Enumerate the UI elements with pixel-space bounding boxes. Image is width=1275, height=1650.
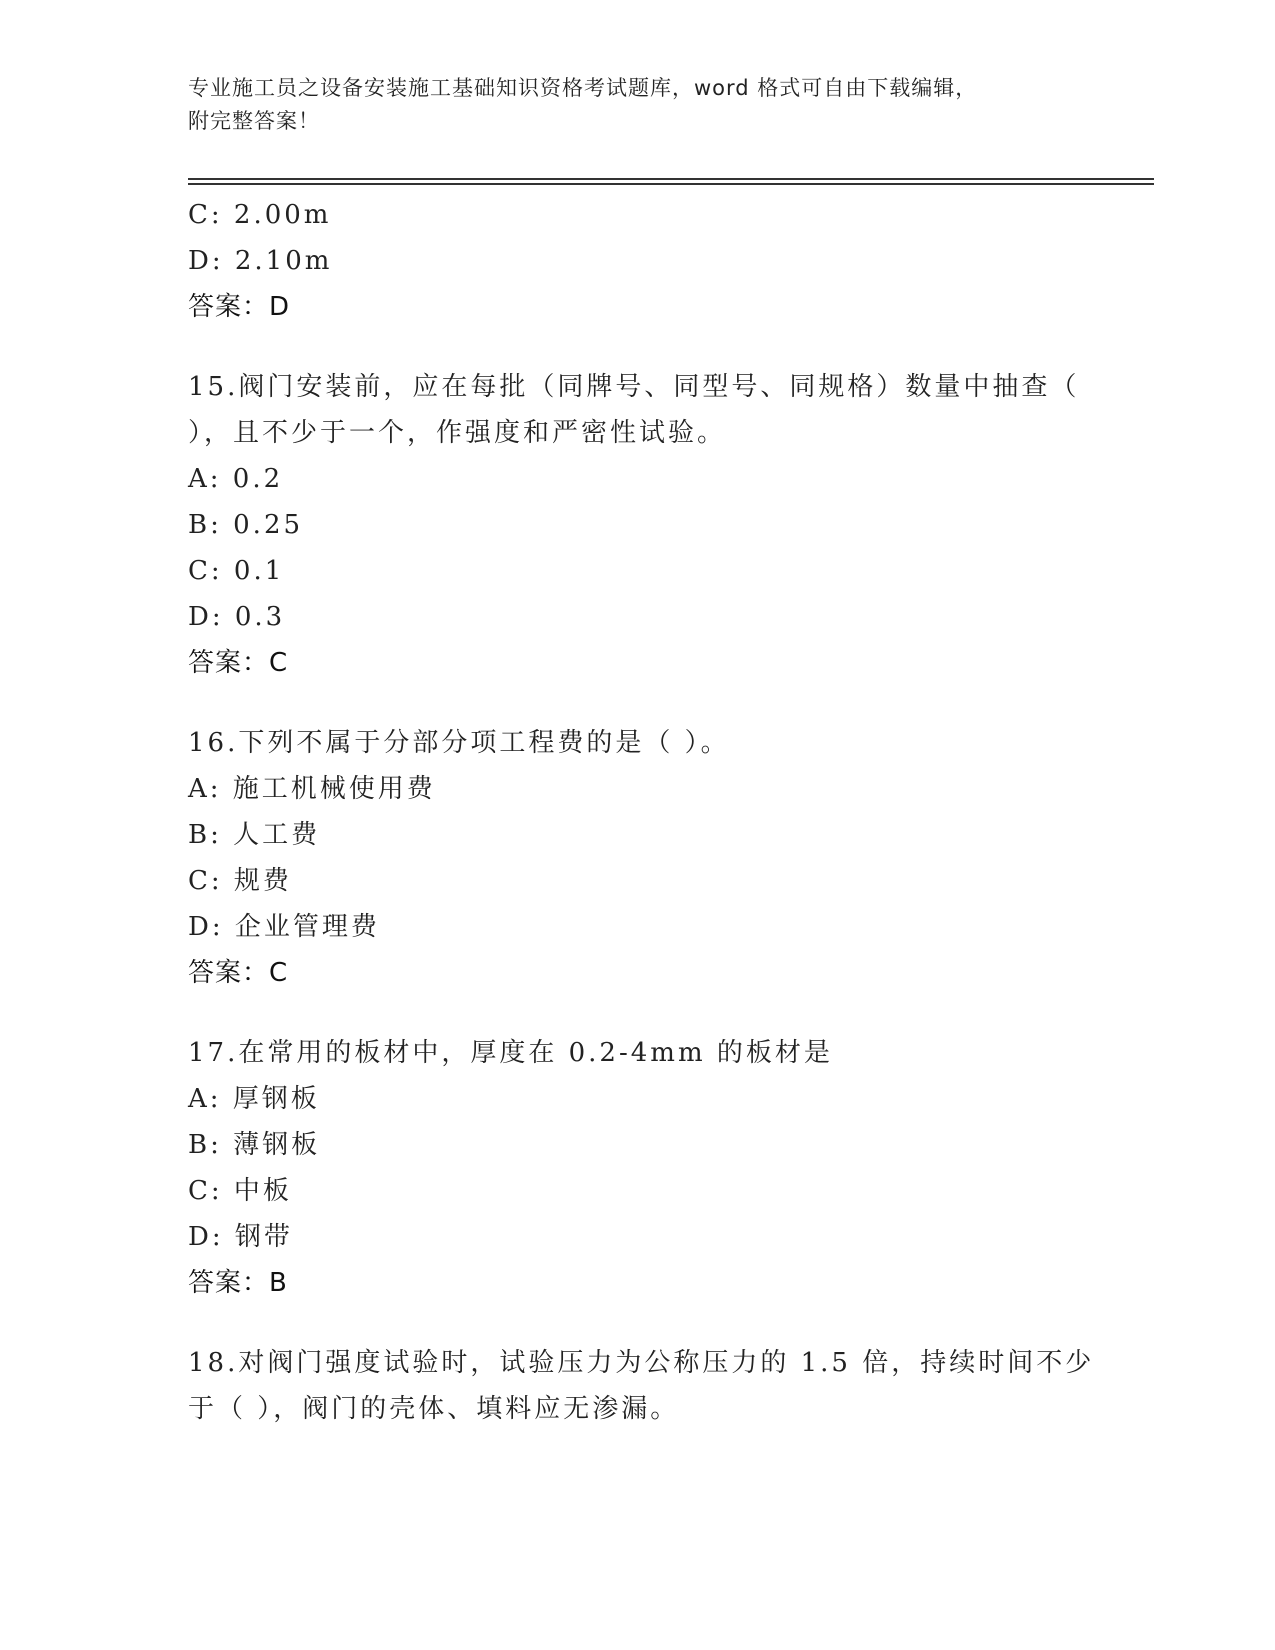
header-rule-top	[188, 178, 1154, 180]
question-15	[188, 364, 1088, 686]
option-a: A: 0.2	[188, 464, 284, 494]
option-c: C: 中板	[188, 1176, 292, 1206]
option-c: C: 规费	[188, 866, 292, 896]
question-stem-line: 于（ ），阀门的壳体、填料应无渗漏。	[188, 1394, 680, 1424]
header-rule-bottom	[188, 183, 1154, 185]
question-stem-line: 18.对阀门强度试验时，试验压力为公称压力的 1.5 倍，持续时间不少	[188, 1348, 1095, 1378]
question-14-continuation	[188, 192, 1088, 330]
header-line-1: 专业施工员之设备安装施工基础知识资格考试题库，word 格式可自由下载编辑，	[188, 76, 978, 100]
question-stem-line: 15.阀门安装前，应在每批（同牌号、同型号、同规格）数量中抽查（	[188, 372, 1080, 402]
option-b: B: 0.25	[188, 510, 304, 540]
answer-line: 答案：B	[188, 1268, 288, 1298]
question-stem-line: 17.在常用的板材中，厚度在 0.2-4mm 的板材是	[188, 1038, 833, 1068]
question-list	[188, 192, 1095, 1432]
option-a: A: 施工机械使用费	[188, 774, 436, 804]
option-d: D: 2.10m	[188, 246, 333, 276]
header-line-2: 附完整答案！	[188, 109, 320, 133]
answer-line: 答案：D	[188, 292, 291, 322]
option-c: C: 0.1	[188, 556, 285, 586]
question-stem-line: ），且不少于一个，作强度和严密性试验。	[188, 418, 727, 448]
answer-line: 答案：C	[188, 958, 289, 988]
question-18	[188, 1340, 1095, 1432]
option-d: D: 企业管理费	[188, 912, 380, 942]
option-b: B: 薄钢板	[188, 1130, 321, 1160]
option-c: C: 2.00m	[188, 200, 332, 230]
question-stem-line: 16.下列不属于分部分项工程费的是（ ）。	[188, 728, 730, 758]
option-b: B: 人工费	[188, 820, 321, 850]
question-17	[188, 1030, 1088, 1306]
answer-line: 答案：C	[188, 648, 289, 678]
question-16	[188, 720, 1088, 996]
option-d: D: 钢带	[188, 1222, 293, 1252]
option-d: D: 0.3	[188, 602, 286, 632]
document-header	[188, 72, 1088, 138]
option-a: A: 厚钢板	[188, 1084, 320, 1114]
